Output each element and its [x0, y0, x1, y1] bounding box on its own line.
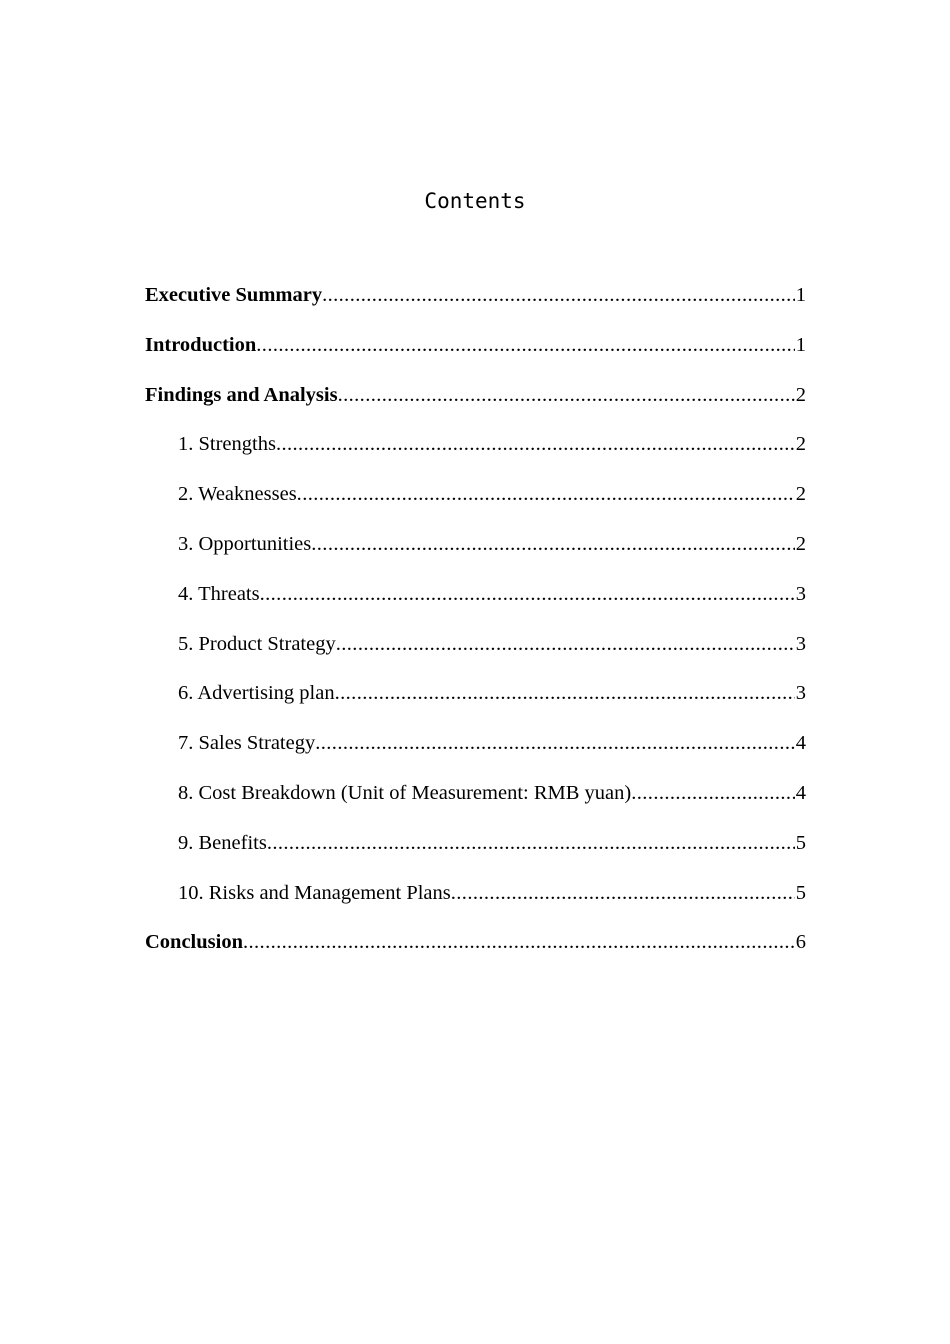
toc-leader-dots	[260, 583, 795, 606]
toc-entry-page-number: 2	[795, 483, 806, 506]
toc-entry-page-number: 3	[795, 682, 806, 705]
toc-entry-executive-summary[interactable]	[145, 284, 806, 334]
toc-entry-text: 5. Product Strategy	[178, 632, 336, 655]
toc-entry-opportunities[interactable]	[145, 533, 806, 583]
toc-entry-strengths[interactable]	[145, 433, 806, 483]
toc-entry-text: 6. Advertising plan	[178, 682, 335, 705]
toc-entry-text: Findings and Analysis	[145, 383, 338, 406]
toc-entry-sales-strategy[interactable]	[145, 732, 806, 782]
toc-entry-risks-and-management-plans[interactable]	[145, 882, 806, 932]
toc-entry-findings-and-analysis[interactable]	[145, 384, 806, 434]
toc-entry-page-number: 2	[795, 383, 806, 406]
toc-entry-text: Conclusion	[145, 931, 243, 954]
toc-entry-page-number: 1	[795, 284, 806, 306]
toc-leader-dots	[311, 533, 795, 556]
toc-entry-page-number: 5	[795, 881, 806, 904]
toc-entry-page-number: 1	[795, 333, 806, 356]
toc-leader-dots	[451, 882, 795, 905]
toc-entry-text: 8. Cost Breakdown (Unit of Measurement: RMB yuan)	[178, 781, 632, 804]
toc-leader-dots	[315, 732, 795, 755]
toc-leader-dots	[256, 334, 794, 357]
toc-entry-text: 10. Risks and Management Plans	[178, 881, 451, 904]
toc-entry-text: 4. Threats	[178, 582, 260, 605]
toc-entry-text: 9. Benefits	[178, 831, 267, 854]
toc-leader-dots	[336, 633, 795, 656]
toc-entry-advertising-plan[interactable]	[145, 682, 806, 732]
toc-entry-benefits[interactable]	[145, 832, 806, 882]
toc-entry-text: 1. Strengths	[178, 433, 276, 456]
toc-entry-page-number: 3	[795, 582, 806, 605]
toc-entry-page-number: 2	[795, 532, 806, 555]
toc-leader-dots	[267, 832, 795, 855]
toc-entry-page-number: 4	[795, 781, 806, 804]
toc-entry-page-number: 2	[795, 433, 806, 456]
toc-leader-dots	[276, 433, 795, 456]
toc-leader-dots	[631, 782, 795, 805]
toc-entry-text: 3. Opportunities	[178, 532, 312, 555]
toc-entry-text: 7. Sales Strategy	[178, 732, 316, 755]
toc-entry-threats[interactable]	[145, 583, 806, 633]
toc-leader-dots	[322, 284, 795, 307]
toc-entry-introduction[interactable]	[145, 334, 806, 384]
toc-entry-page-number: 4	[795, 732, 806, 755]
toc-entry-weaknesses[interactable]	[145, 483, 806, 533]
toc-entry-text: Introduction	[145, 333, 257, 356]
page-title: Contents	[424, 189, 526, 213]
toc-entry-page-number: 5	[795, 831, 806, 854]
table-of-contents	[145, 284, 806, 981]
toc-entry-cost-breakdown[interactable]	[145, 782, 806, 832]
toc-leader-dots	[297, 483, 795, 506]
toc-entry-page-number: 3	[795, 632, 806, 655]
toc-leader-dots	[335, 682, 795, 705]
toc-entry-text: Executive Summary	[145, 284, 323, 306]
toc-leader-dots	[338, 384, 795, 407]
toc-entry-product-strategy[interactable]	[145, 633, 806, 683]
toc-entry-text: 2. Weaknesses	[178, 483, 297, 506]
toc-entry-page-number: 6	[795, 931, 806, 954]
toc-leader-dots	[243, 931, 795, 954]
toc-entry-conclusion[interactable]	[145, 931, 806, 981]
